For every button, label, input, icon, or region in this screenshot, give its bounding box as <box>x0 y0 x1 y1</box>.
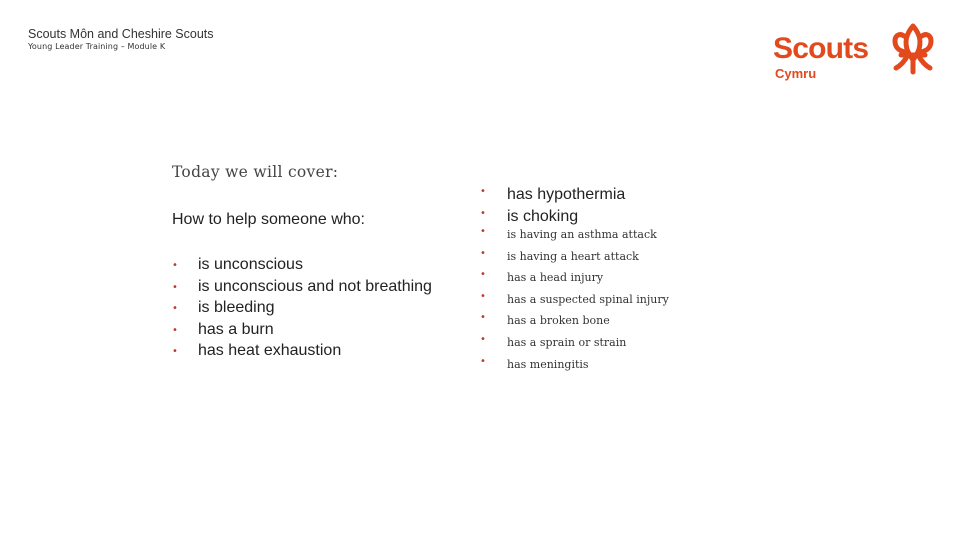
list-item <box>480 332 669 354</box>
left-topic-list <box>172 254 432 362</box>
list-item <box>480 224 669 246</box>
bullet-icon: • <box>480 226 486 237</box>
list-item <box>480 289 669 311</box>
bullet-icon: • <box>172 346 178 357</box>
list-item-label: has hypothermia <box>507 186 626 203</box>
list-item <box>480 246 669 268</box>
bullet-icon: • <box>172 260 178 271</box>
bullet-icon: • <box>172 303 178 314</box>
list-item-label: has a broken bone <box>507 314 610 328</box>
bullet-icon: • <box>172 324 178 336</box>
list-item <box>480 184 625 206</box>
fleur-de-lis-icon <box>890 22 936 78</box>
list-item-label: has a head injury <box>507 271 604 285</box>
list-item-label: has a suspected spinal injury <box>507 292 669 306</box>
list-item-label: is having a heart attack <box>507 249 639 263</box>
list-item-label: is unconscious and not breathing <box>198 277 432 295</box>
list-item-label: is bleeding <box>198 299 275 316</box>
help-heading: How to help someone who: <box>172 211 365 228</box>
bullet-icon: • <box>172 281 178 293</box>
right-topic-list-small <box>480 224 669 375</box>
cover-title: Today we will cover: <box>172 163 339 181</box>
list-item-label: is unconscious <box>198 256 303 273</box>
list-item <box>480 267 669 289</box>
bullet-icon: • <box>480 290 486 302</box>
list-item-label: has a sprain or strain <box>507 335 627 349</box>
bullet-icon: • <box>480 207 486 219</box>
list-item-label: has a burn <box>198 320 274 338</box>
org-name: Scouts Môn and Cheshire Scouts <box>28 27 214 41</box>
list-item <box>172 297 432 319</box>
bullet-icon: • <box>480 355 486 367</box>
list-item <box>172 276 432 298</box>
list-item-label: has meningitis <box>507 357 589 371</box>
right-topic-list-large <box>480 184 625 227</box>
bullet-icon: • <box>480 247 486 259</box>
list-item <box>480 354 669 376</box>
list-item <box>172 340 432 362</box>
list-item-label: is choking <box>507 207 579 225</box>
list-item-label: has heat exhaustion <box>198 342 342 359</box>
bullet-icon: • <box>480 312 486 324</box>
list-item <box>172 254 432 276</box>
logo-subtitle: Cymru <box>775 66 817 81</box>
logo-wordmark: Scouts <box>773 32 869 65</box>
list-item-label: is having an asthma attack <box>507 228 657 241</box>
list-item <box>172 319 432 341</box>
bullet-icon: • <box>480 333 486 345</box>
module-name: Young Leader Training – Module K <box>28 42 166 51</box>
bullet-icon: • <box>480 186 486 197</box>
bullet-icon: • <box>480 269 486 281</box>
list-item <box>480 310 669 332</box>
scouts-cymru-logo <box>773 22 938 84</box>
